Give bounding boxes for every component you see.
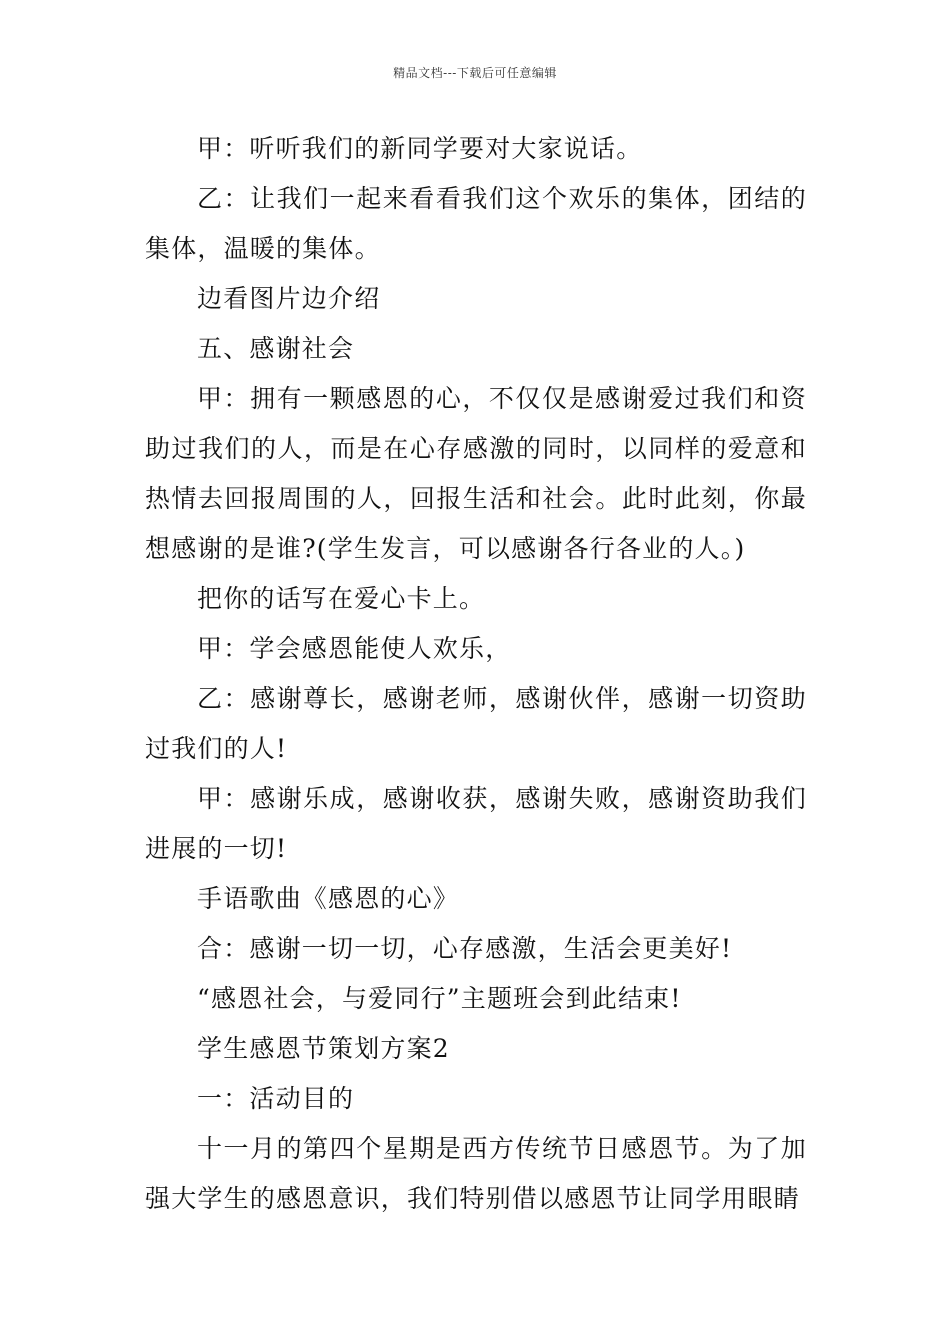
paragraph: 甲：感谢乐成，感谢收获，感谢失败，感谢资助我们进展的一切! (145, 784, 807, 863)
section-heading: 学生感恩节策划方案2 (197, 1034, 450, 1063)
paragraph: 边看图片边介绍 (197, 284, 381, 313)
paragraph: 乙：感谢尊长，感谢老师，感谢伙伴，感谢一切资助过我们的人! (145, 684, 807, 763)
paragraph: 把你的话写在爱心卡上。 (197, 584, 486, 613)
section-heading: 五、感谢社会 (197, 334, 355, 363)
paragraph: 十一月的第四个星期是西方传统节日感恩节。为了加强大学生的感恩意识，我们特别借以感恩节让同学用眼睛 (145, 1134, 807, 1213)
paragraph: 乙：让我们一起来看看我们这个欢乐的集体，团结的集体，温暖的集体。 (145, 184, 807, 263)
section-heading: 一：活动目的 (197, 1084, 355, 1113)
paragraph: 甲：拥有一颗感恩的心，不仅仅是感谢爱过我们和资助过我们的人，而是在心存感激的同时，以同样的爱意和热情去回报周围的人，回报生活和社会。此时此刻，你最想感谢的是谁?(学生发言，可以感谢各行各业的人。) (145, 384, 807, 563)
paragraph: 甲：学会感恩能使人欢乐， (197, 634, 512, 663)
page-header: 精品文档---下载后可任意编辑 (393, 66, 557, 80)
paragraph: “感恩社会，与爱同行”主题班会到此结束! (197, 984, 682, 1013)
paragraph: 合：感谢一切一切，心存感激，生活会更美好! (197, 934, 733, 963)
paragraph: 手语歌曲《感恩的心》 (197, 884, 460, 913)
paragraph: 甲：听听我们的新同学要对大家说话。 (197, 134, 643, 163)
document-body (145, 124, 807, 1224)
